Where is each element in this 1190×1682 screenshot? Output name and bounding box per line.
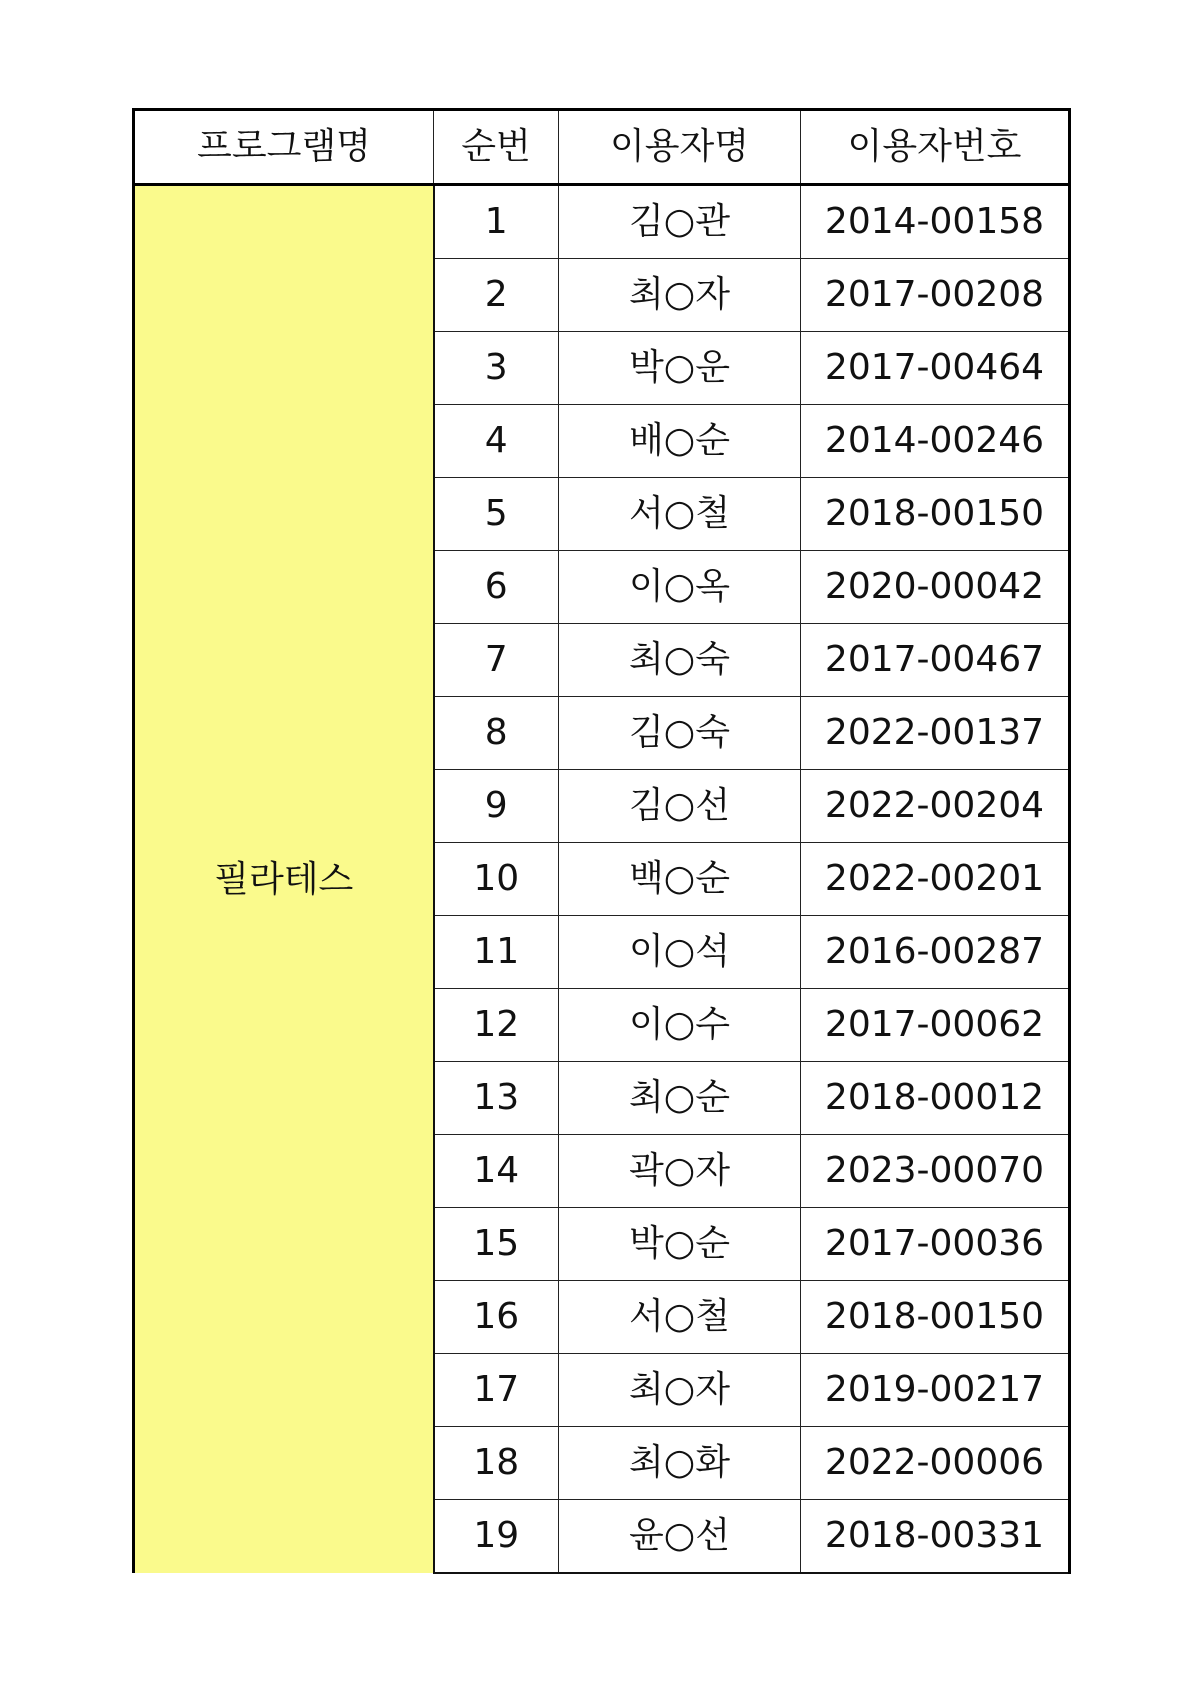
user-name-cell: 김○선 xyxy=(559,770,801,843)
user-name-cell: 배○순 xyxy=(559,405,801,478)
header-name: 이용자명 xyxy=(559,110,801,185)
seq-cell: 1 xyxy=(434,185,559,259)
participant-roster xyxy=(132,108,1068,1574)
user-name-cell: 이○옥 xyxy=(559,551,801,624)
seq-cell: 12 xyxy=(434,989,559,1062)
user-name-cell: 서○철 xyxy=(559,1281,801,1354)
header-id: 이용자번호 xyxy=(801,110,1070,185)
participant-table xyxy=(132,108,1071,1574)
user-name-cell: 서○철 xyxy=(559,478,801,551)
program-name-cell: 필라테스 xyxy=(134,185,434,1574)
seq-cell: 18 xyxy=(434,1427,559,1500)
seq-cell: 3 xyxy=(434,332,559,405)
user-id-cell: 2016-00287 xyxy=(801,916,1070,989)
user-id-cell: 2022-00137 xyxy=(801,697,1070,770)
seq-cell: 8 xyxy=(434,697,559,770)
table-body xyxy=(134,185,1070,1574)
user-id-cell: 2020-00042 xyxy=(801,551,1070,624)
seq-cell: 17 xyxy=(434,1354,559,1427)
seq-cell: 5 xyxy=(434,478,559,551)
user-id-cell: 2022-00201 xyxy=(801,843,1070,916)
seq-cell: 16 xyxy=(434,1281,559,1354)
user-id-cell: 2023-00070 xyxy=(801,1135,1070,1208)
user-id-cell: 2017-00062 xyxy=(801,989,1070,1062)
seq-cell: 13 xyxy=(434,1062,559,1135)
header-seq: 순번 xyxy=(434,110,559,185)
user-id-cell: 2018-00012 xyxy=(801,1062,1070,1135)
user-id-cell: 2017-00467 xyxy=(801,624,1070,697)
user-name-cell: 최○숙 xyxy=(559,624,801,697)
user-name-cell: 박○운 xyxy=(559,332,801,405)
user-name-cell: 이○석 xyxy=(559,916,801,989)
seq-cell: 9 xyxy=(434,770,559,843)
user-name-cell: 최○자 xyxy=(559,1354,801,1427)
user-name-cell: 박○순 xyxy=(559,1208,801,1281)
user-name-cell: 최○순 xyxy=(559,1062,801,1135)
seq-cell: 19 xyxy=(434,1500,559,1574)
user-name-cell: 김○숙 xyxy=(559,697,801,770)
user-name-cell: 곽○자 xyxy=(559,1135,801,1208)
seq-cell: 14 xyxy=(434,1135,559,1208)
user-name-cell: 이○수 xyxy=(559,989,801,1062)
user-id-cell: 2018-00150 xyxy=(801,1281,1070,1354)
seq-cell: 10 xyxy=(434,843,559,916)
header-program: 프로그램명 xyxy=(134,110,434,185)
user-id-cell: 2022-00006 xyxy=(801,1427,1070,1500)
user-id-cell: 2018-00331 xyxy=(801,1500,1070,1574)
user-id-cell: 2014-00158 xyxy=(801,185,1070,259)
seq-cell: 11 xyxy=(434,916,559,989)
table-header-row xyxy=(134,110,1070,185)
seq-cell: 4 xyxy=(434,405,559,478)
seq-cell: 2 xyxy=(434,259,559,332)
user-name-cell: 백○순 xyxy=(559,843,801,916)
user-name-cell: 김○관 xyxy=(559,185,801,259)
user-name-cell: 윤○선 xyxy=(559,1500,801,1574)
seq-cell: 6 xyxy=(434,551,559,624)
user-id-cell: 2017-00464 xyxy=(801,332,1070,405)
user-id-cell: 2014-00246 xyxy=(801,405,1070,478)
user-id-cell: 2017-00036 xyxy=(801,1208,1070,1281)
user-id-cell: 2019-00217 xyxy=(801,1354,1070,1427)
user-name-cell: 최○자 xyxy=(559,259,801,332)
user-id-cell: 2022-00204 xyxy=(801,770,1070,843)
user-id-cell: 2018-00150 xyxy=(801,478,1070,551)
seq-cell: 7 xyxy=(434,624,559,697)
user-name-cell: 최○화 xyxy=(559,1427,801,1500)
user-id-cell: 2017-00208 xyxy=(801,259,1070,332)
table-row xyxy=(134,185,1070,259)
seq-cell: 15 xyxy=(434,1208,559,1281)
